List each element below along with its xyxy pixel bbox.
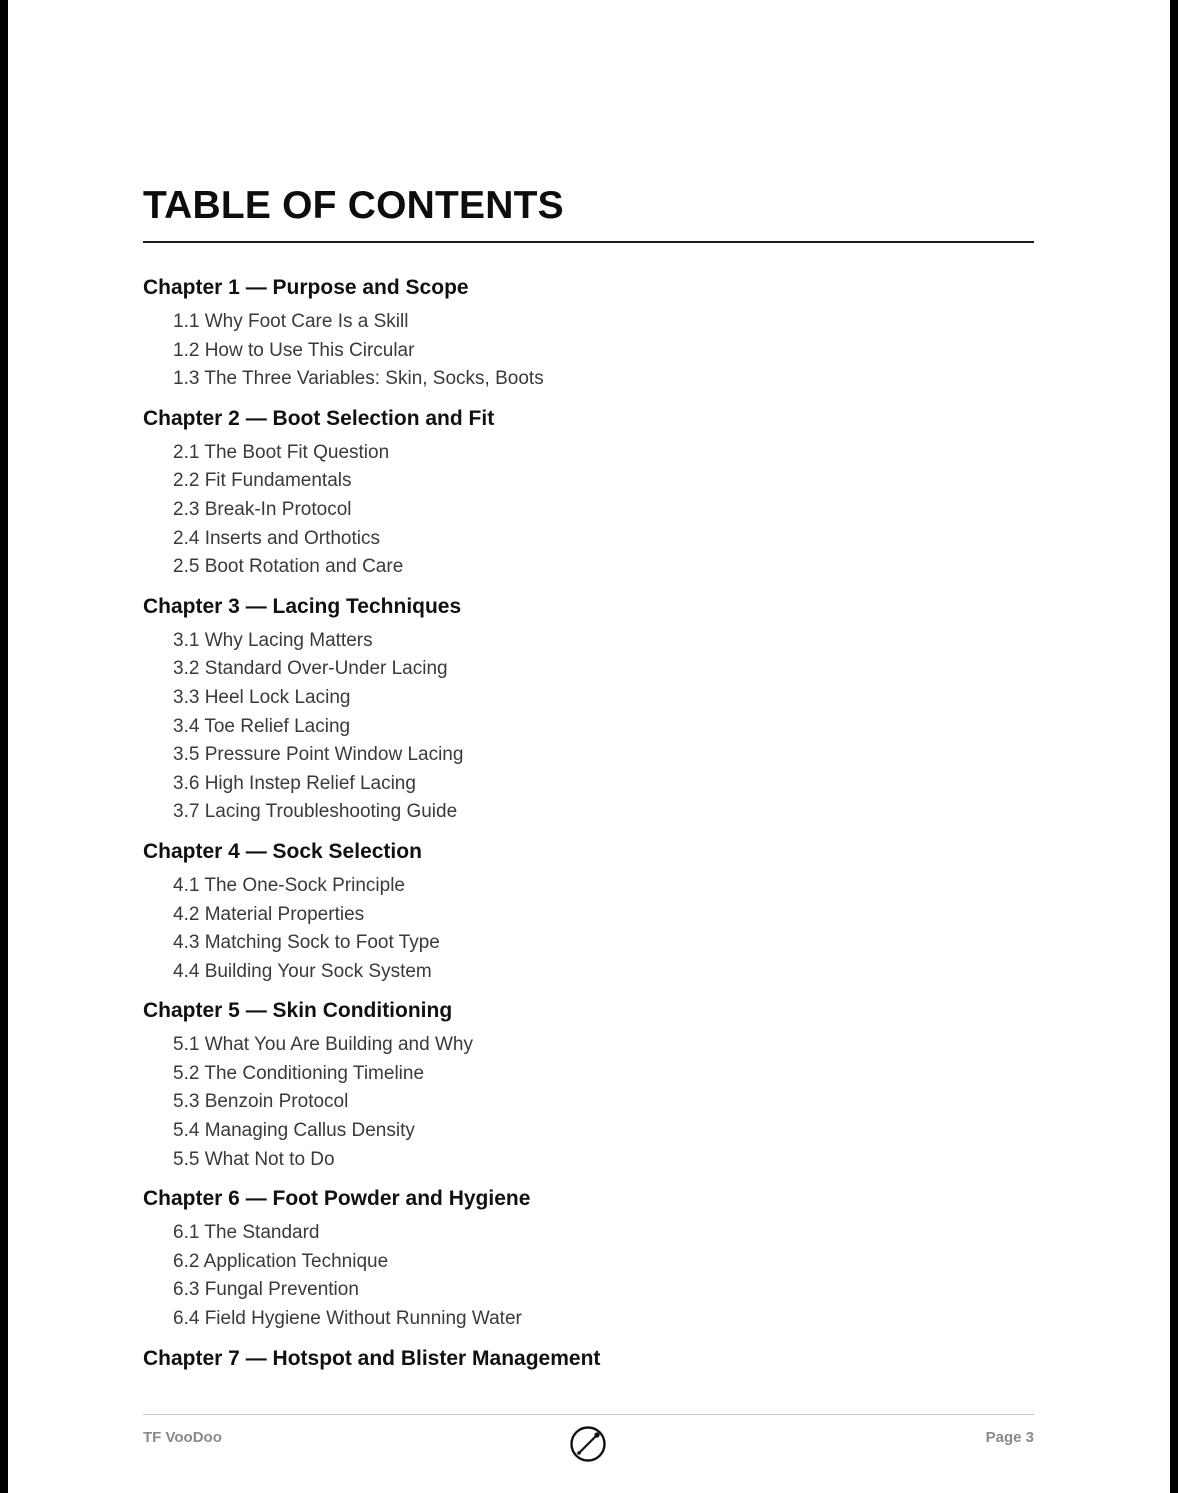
- toc-chapter: [143, 402, 1034, 582]
- table-of-contents: [143, 271, 1034, 1379]
- toc-chapter: [143, 590, 1034, 827]
- section-entry: 5.1 What You Are Building and Why: [173, 1034, 473, 1056]
- section-entry: 3.1 Why Lacing Matters: [173, 629, 373, 651]
- section-entry: 3.5 Pressure Point Window Lacing: [173, 744, 464, 766]
- chapter-title: Chapter 3 — Lacing Techniques: [143, 594, 462, 618]
- page-title: TABLE OF CONTENTS: [143, 184, 564, 227]
- section-entry: 1.3 The Three Variables: Skin, Socks, Boots: [173, 368, 544, 390]
- section-entry: 5.3 Benzoin Protocol: [173, 1091, 349, 1113]
- section-entry: 2.3 Break-In Protocol: [173, 498, 352, 520]
- section-entry: 6.4 Field Hygiene Without Running Water: [173, 1308, 522, 1330]
- section-entry: 4.2 Material Properties: [173, 903, 365, 925]
- footer-brand: TF VooDoo: [143, 1429, 222, 1446]
- section-entry: 2.1 The Boot Fit Question: [173, 441, 390, 463]
- toc-chapter: [143, 271, 1034, 394]
- section-entry: 4.1 The One-Sock Principle: [173, 874, 405, 896]
- section-entry: 3.3 Heel Lock Lacing: [173, 686, 351, 708]
- section-entry: 5.2 The Conditioning Timeline: [173, 1062, 425, 1084]
- section-entry: 6.3 Fungal Prevention: [173, 1279, 359, 1301]
- section-entry: 6.2 Application Technique: [173, 1250, 389, 1272]
- compass-logo-icon: [569, 1425, 607, 1463]
- section-entry: 4.3 Matching Sock to Foot Type: [173, 932, 440, 954]
- section-entry: 3.7 Lacing Troubleshooting Guide: [173, 801, 458, 823]
- section-entry: 5.5 What Not to Do: [173, 1148, 335, 1170]
- section-entry: 2.5 Boot Rotation and Care: [173, 556, 404, 578]
- page-number: Page 3: [985, 1429, 1034, 1446]
- toc-chapter: [143, 835, 1034, 986]
- section-entry: 1.1 Why Foot Care Is a Skill: [173, 311, 409, 332]
- toc-chapter: [143, 1182, 1034, 1333]
- section-entry: 2.2 Fit Fundamentals: [173, 470, 352, 492]
- section-entry: 6.1 The Standard: [173, 1222, 320, 1244]
- chapter-title: Chapter 2 — Boot Selection and Fit: [143, 406, 495, 430]
- title-divider: [143, 241, 1034, 243]
- section-entry: 3.2 Standard Over-Under Lacing: [173, 658, 448, 680]
- footer-divider: [143, 1414, 1034, 1415]
- chapter-title: Chapter 7 — Hotspot and Blister Management: [143, 1346, 601, 1370]
- chapter-title: Chapter 4 — Sock Selection: [143, 839, 422, 863]
- section-entry: 2.4 Inserts and Orthotics: [173, 527, 380, 549]
- section-entry: 5.4 Managing Callus Density: [173, 1120, 415, 1142]
- toc-chapter: [143, 1342, 1034, 1379]
- document-page: [8, 0, 1170, 1493]
- chapter-title: Chapter 5 — Skin Conditioning: [143, 999, 453, 1023]
- section-entry: 3.4 Toe Relief Lacing: [173, 715, 351, 737]
- section-entry: 4.4 Building Your Sock System: [173, 960, 432, 982]
- toc-chapter: [143, 994, 1034, 1174]
- chapter-title: Chapter 6 — Foot Powder and Hygiene: [143, 1187, 531, 1211]
- chapter-title: Chapter 1 — Purpose and Scope: [143, 276, 469, 299]
- section-entry: 3.6 High Instep Relief Lacing: [173, 772, 416, 794]
- section-entry: 1.2 How to Use This Circular: [173, 339, 415, 361]
